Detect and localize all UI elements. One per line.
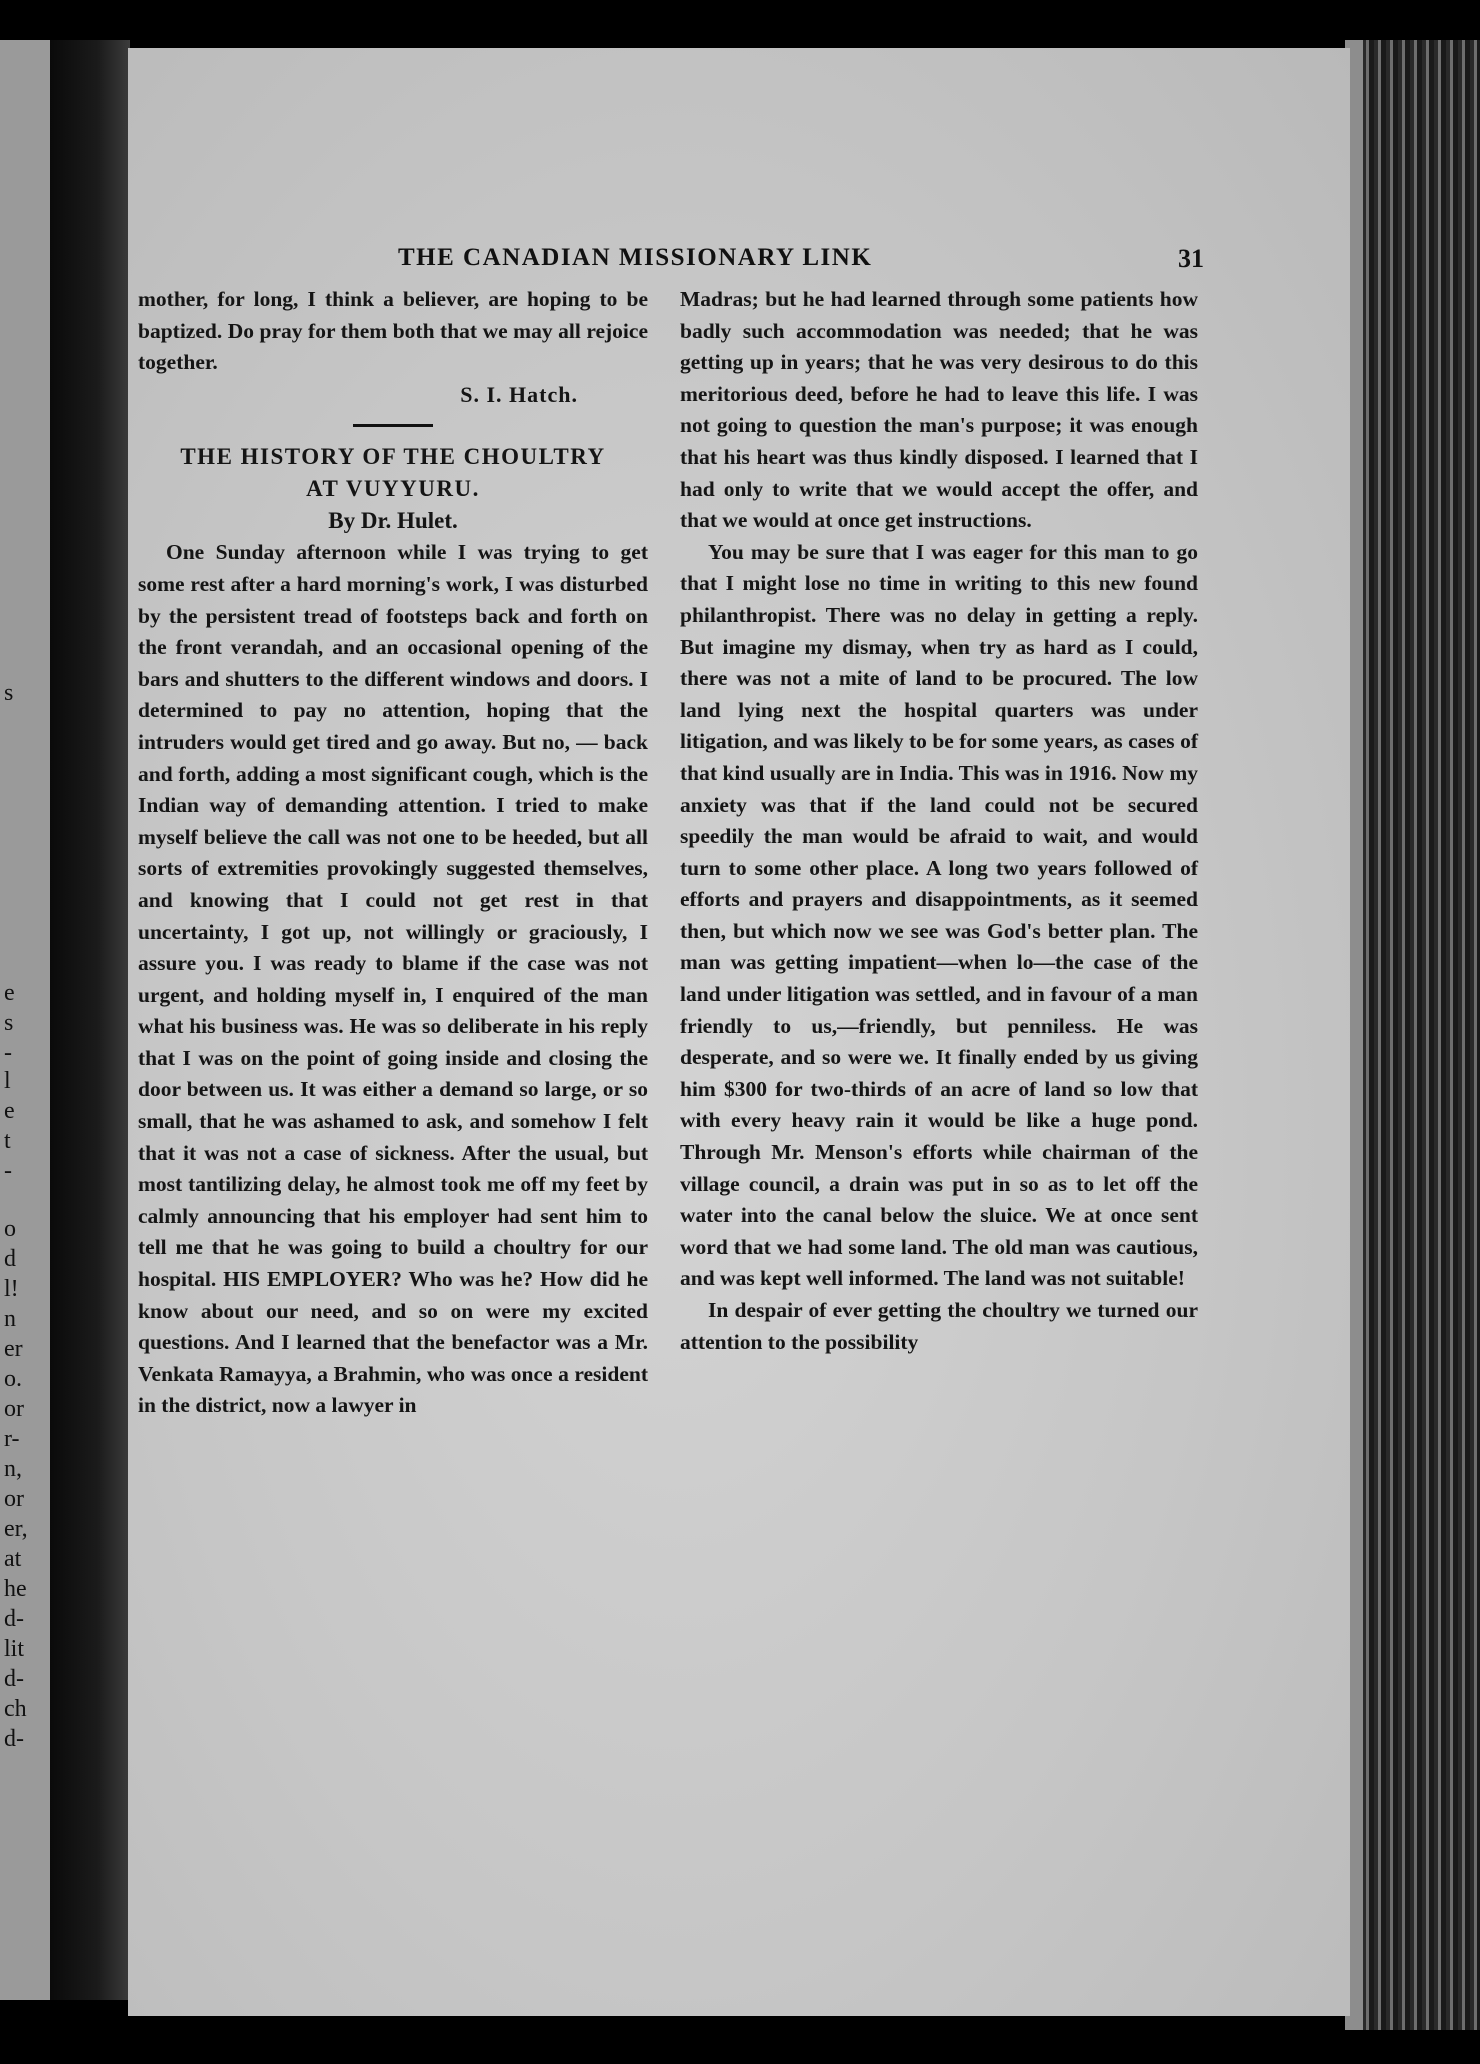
article-title-line1: THE HISTORY OF THE CHOULTRY (180, 444, 606, 470)
signature: S. I. Hatch. (460, 381, 578, 407)
running-title: THE CANADIAN MISSIONARY LINK (398, 244, 873, 271)
fragment: l! (4, 1276, 19, 1302)
fragment: s (4, 1010, 14, 1036)
right-page-stack (1350, 40, 1480, 2030)
fragment: n (4, 1306, 16, 1332)
fragment: o (4, 1216, 16, 1242)
fragment: r- (4, 1426, 20, 1452)
fragment: s (4, 680, 14, 706)
fragment: d- (4, 1666, 24, 1692)
journal-page (128, 48, 1350, 2016)
continuation-paragraph: mother, for long, I think a believer, are hoping to be baptized. Do pray for them both that we may all rejoice together. (138, 287, 648, 375)
fragment: n, (4, 1456, 22, 1482)
right-column (680, 284, 1198, 1358)
previous-page-fragments (0, 0, 50, 2064)
page-number: 31 (1178, 244, 1204, 273)
fragment: ch (4, 1696, 27, 1722)
fragment: d- (4, 1726, 24, 1752)
left-column (138, 284, 648, 1422)
fragment: lit (4, 1636, 25, 1662)
fragment: e (4, 1098, 15, 1124)
fragment: or (4, 1396, 24, 1422)
fragment: or (4, 1486, 24, 1512)
fragment: er (4, 1336, 23, 1362)
fragment: t (4, 1128, 11, 1154)
fragment: at (4, 1546, 22, 1572)
article-paragraph: One Sunday afternoon while I was trying to get some rest after a hard morning's work, I was disturbed by the persistent tread of footsteps back and forth on the front verandah, and an occasional opening of the bars and shutters to the different windows and doors. I determined to pay no attention, hoping that the intruders would get tired and go away. But no, — back and forth, adding a most significant cough, which is the Indian way of demanding attention. I tried to make myself believe the call was not one to be heeded, but all sorts of extremities provokingly suggested themselves, and knowing that I could not get rest in that uncertainty, I got up, not willingly or graciously, I assure you. I was ready to blame if the case was not urgent, and holding myself in, I enquired of the man what his business was. He was so deliberate in his reply that I was on the point of going inside and closing the door between us. It was either a demand so large, or so small, that he was ashamed to ask, and somehow I felt that it was not a case of sickness. After the usual, but most tantilizing delay, he almost took me off my feet by calmly announcing that his employer had sent him to tell me that he was going to build a choultry for our hospital. HIS EMPLOYER? Who was he? How did he know about our need, and so on were my excited questions. And I learned that the benefactor was a Mr. Venkata Ramayya, a Brahmin, who was once a resident in the district, now a lawyer in (138, 540, 648, 1418)
fragment: e (4, 980, 15, 1006)
article-paragraph: You may be sure that I was eager for this man to go that I might lose no time in writing to this new found philanthropist. There was no delay in getting a reply. But imagine my dismay, when try as hard as I could, there was not a mite of land to be procured. The low land lying next the hospital quarters was under litigation, and was likely to be for some years, as cases of that kind usually are in India. This was in 1916. Now my anxiety was that if the land could not be secured speedily the man would be afraid to wait, and would turn to some other place. A long two years followed of efforts and prayers and disappointments, as it seemed then, but which now we see was God's better plan. The man was getting impatient—when lo—the case of the land under litigation was settled, and in favour of a man friendly to us,—friendly, but penniless. He was desperate, and so were we. It finally ended by us giving him $300 for two-thirds of an acre of land so low that with every heavy rain it would be like a huge pond. Through Mr. Menson's efforts while chairman of the village council, a drain was put in so as to let off the water into the canal below the sluice. We at once sent word that we had some land. The old man was cautious, and was kept well informed. The land was not suitable! (680, 539, 1198, 1291)
section-divider (353, 424, 433, 427)
article-paragraph: Madras; but he had learned through some patients how badly such accommodation was needed; that he was getting up in years; that he was very desirous to do this meritorious deed, before he had to leave this life. I was not going to question the man's purpose; it was enough that his heart was thus kindly disposed. I learned that I had only to write that we would accept the offer, and that we would at once get instructions. (680, 287, 1198, 533)
fragment: d- (4, 1606, 24, 1632)
fragment: he (4, 1576, 27, 1602)
fragment: er, (4, 1516, 28, 1542)
article-title-line2: AT VUYYURU. (306, 476, 480, 502)
byline: By Dr. Hulet. (328, 508, 458, 534)
fragment: d (4, 1246, 16, 1272)
fragment: l (4, 1068, 11, 1094)
binding-shadow (50, 40, 130, 2000)
fragment: - (4, 1040, 12, 1066)
article-paragraph: In despair of ever getting the choultry we turned our attention to the possibility (680, 1298, 1198, 1354)
fragment: o. (4, 1366, 22, 1392)
fragment: - (4, 1158, 12, 1184)
